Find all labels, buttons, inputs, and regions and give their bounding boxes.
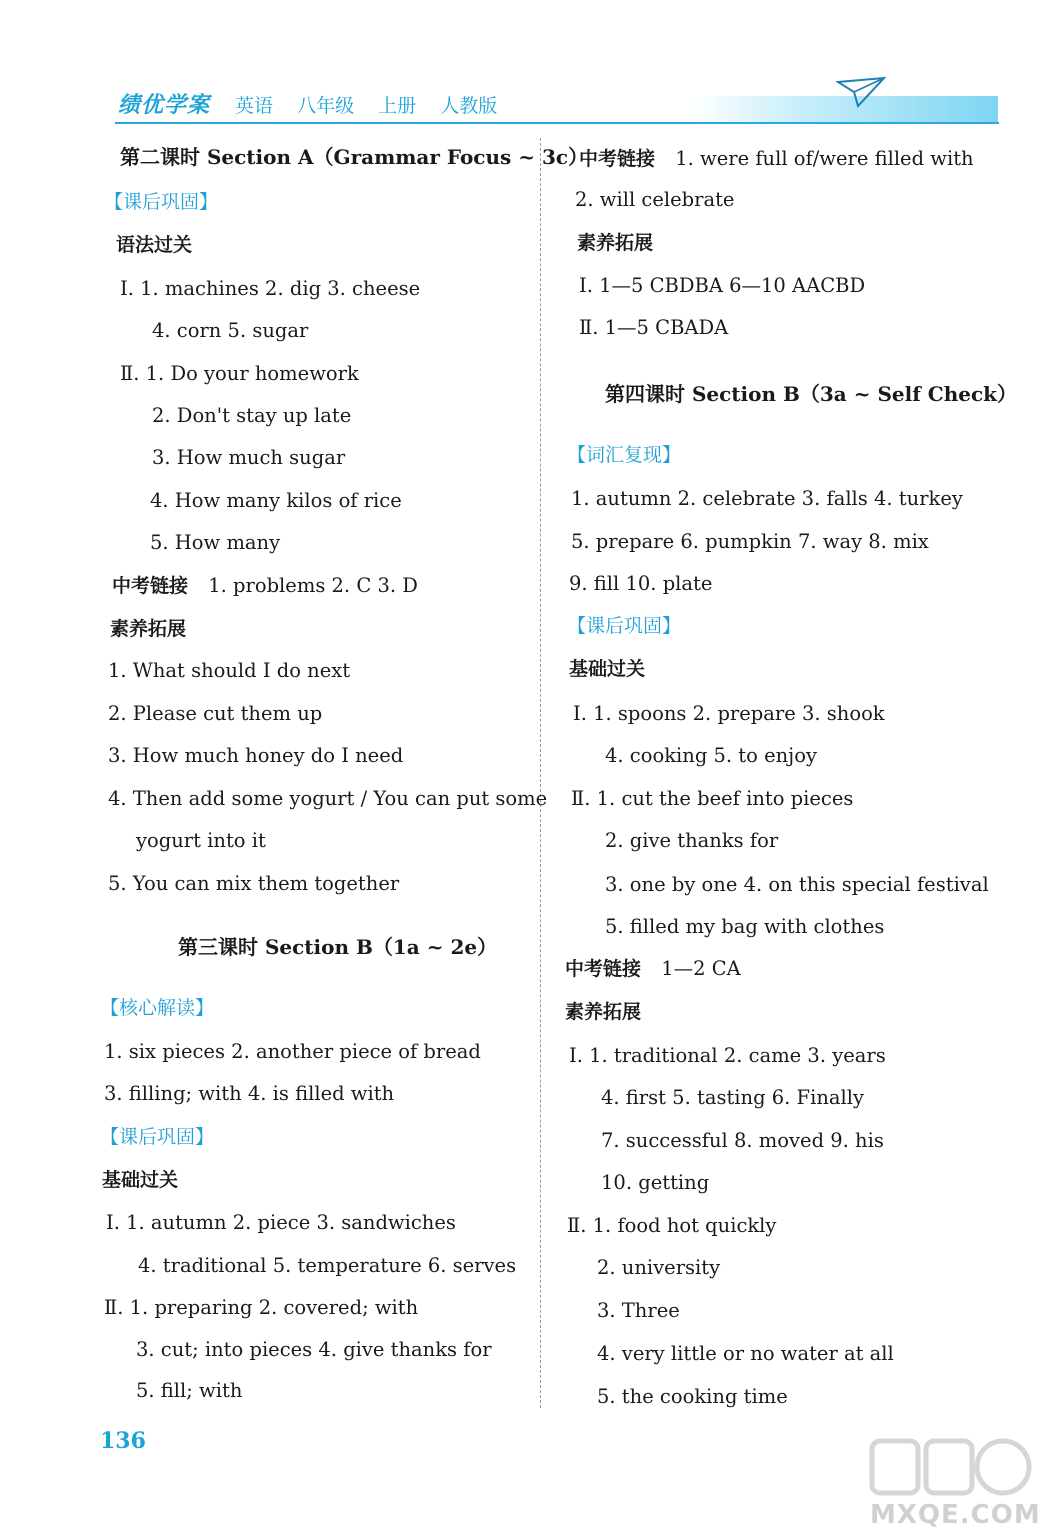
answer-line: 4. traditional 5. temperature 6. serves: [138, 1254, 517, 1277]
edition: 人教版: [440, 95, 498, 117]
answer-line: [565, 956, 741, 982]
answer-line: Ⅱ. 1. cut the beef into pieces: [571, 787, 854, 810]
answer-line: 3. cut; into pieces 4. give thanks for: [136, 1338, 492, 1361]
section-heading: 【课后巩固】: [104, 191, 219, 213]
sub-heading: 素养拓展: [577, 232, 654, 254]
page-number: 136: [100, 1428, 146, 1454]
answer-line: 5. fill; with: [136, 1379, 243, 1402]
answer-line: [579, 146, 974, 172]
answer-line: [112, 573, 418, 599]
header-rule: [115, 122, 999, 124]
subject: 英语: [235, 95, 274, 117]
brand-logo: 绩优学案: [118, 93, 211, 118]
lesson-title: 第四课时 Section B（3a ~ Self Check）: [605, 382, 1018, 406]
volume: 上册: [378, 95, 417, 117]
exam-link-label: 中考链接: [112, 575, 189, 597]
answer-line: 5. prepare 6. pumpkin 7. way 8. mix: [571, 530, 929, 553]
answer-line: 4. corn 5. sugar: [152, 319, 309, 342]
answer-line: Ⅱ. 1. food hot quickly: [567, 1214, 777, 1237]
answer-line: Ⅰ. 1. traditional 2. came 3. years: [569, 1044, 886, 1067]
page-header: [0, 0, 1044, 130]
answer-line: 1. What should I do next: [108, 659, 351, 682]
lesson-title: 第三课时 Section B（1a ~ 2e）: [178, 935, 498, 959]
answer-line: 2. Don't stay up late: [152, 404, 352, 427]
exam-link-label: 中考链接: [579, 148, 656, 170]
column-divider: [540, 138, 541, 1408]
sub-heading: 素养拓展: [565, 1001, 642, 1023]
answer-line: Ⅱ. 1. Do your homework: [120, 362, 359, 385]
answer-line: 2. university: [597, 1256, 721, 1279]
answer-line: 5. You can mix them together: [108, 872, 400, 895]
exam-link-answers: 1—2 CA: [661, 957, 741, 980]
answer-line: 3. filling; with 4. is filled with: [104, 1082, 395, 1105]
section-heading: 【核心解读】: [100, 997, 215, 1019]
answer-line: 3. Three: [597, 1299, 680, 1322]
answer-line: 3. one by one 4. on this special festival: [605, 873, 989, 896]
answer-line: 10. getting: [601, 1171, 710, 1194]
exam-link-label: 中考链接: [565, 958, 642, 980]
answer-line: Ⅰ. 1. spoons 2. prepare 3. shook: [573, 702, 885, 725]
answer-line: 3. How much sugar: [152, 446, 346, 469]
answer-line: 4. How many kilos of rice: [150, 489, 402, 512]
answer-line: 3. How much honey do I need: [108, 744, 404, 767]
exam-link-answers: 1. problems 2. C 3. D: [208, 574, 418, 597]
watermark-text: MXQE.COM: [870, 1500, 1041, 1530]
answer-line: 5. the cooking time: [597, 1385, 788, 1408]
answer-line: 4. Then add some yogurt / You can put some: [108, 787, 548, 810]
lesson-title: 第二课时 Section A（Grammar Focus ~ 3c）: [120, 145, 589, 169]
answer-line: 4. cooking 5. to enjoy: [605, 744, 817, 767]
answer-line: 2. Please cut them up: [108, 702, 323, 725]
answer-line: Ⅱ. 1—5 CBADA: [579, 316, 729, 339]
answer-line: 1. autumn 2. celebrate 3. falls 4. turkey: [571, 487, 963, 510]
answer-line: 4. first 5. tasting 6. Finally: [601, 1086, 865, 1109]
answer-line: 5. How many: [150, 531, 281, 554]
answer-line: 2. will celebrate: [575, 188, 735, 211]
answer-line: Ⅱ. 1. preparing 2. covered; with: [104, 1296, 419, 1319]
answer-line: 2. give thanks for: [605, 829, 779, 852]
sub-heading: 基础过关: [569, 658, 646, 680]
answer-line: Ⅰ. 1—5 CBDBA 6—10 AACBD: [579, 274, 866, 297]
answer-line: 1. six pieces 2. another piece of bread: [104, 1040, 481, 1063]
answer-line: 7. successful 8. moved 9. his: [601, 1129, 884, 1152]
answer-line: 9. fill 10. plate: [569, 572, 713, 595]
sub-heading: 基础过关: [102, 1169, 179, 1191]
answer-line: 4. very little or no water at all: [597, 1342, 894, 1365]
grade: 八年级: [297, 95, 355, 117]
paper-plane-icon: [836, 76, 886, 110]
answer-line: 5. filled my bag with clothes: [605, 915, 885, 938]
sub-heading: 素养拓展: [110, 618, 187, 640]
sub-heading: 语法过关: [116, 234, 193, 256]
answer-line: Ⅰ. 1. machines 2. dig 3. cheese: [120, 277, 421, 300]
exam-link-answers: 1. were full of/were filled with: [675, 147, 974, 170]
section-heading: 【课后巩固】: [567, 615, 682, 637]
answer-line: yogurt into it: [136, 829, 266, 852]
book-meta: [235, 91, 515, 118]
section-heading: 【词汇复现】: [567, 444, 682, 466]
answer-line: Ⅰ. 1. autumn 2. piece 3. sandwiches: [106, 1211, 456, 1234]
section-heading: 【课后巩固】: [100, 1126, 215, 1148]
